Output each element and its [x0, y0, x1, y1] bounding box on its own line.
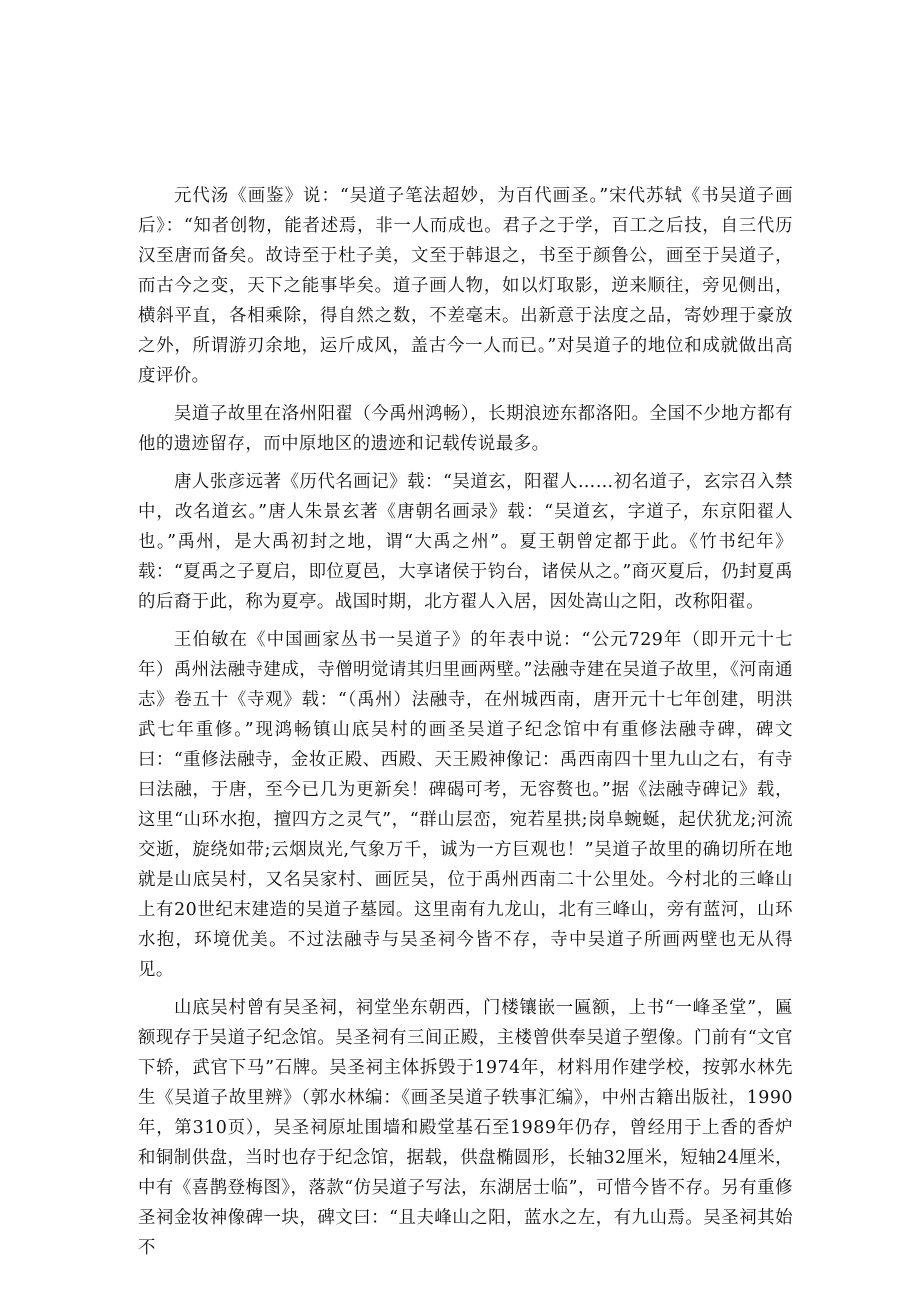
paragraph-4: 王伯敏在《中国画家丛书一吴道子》的年表中说：“公元729年（即开元十七年）禹州法融寺建成，寺僧明觉请其归里画两壁。”法融寺建在吴道子故里，《河南通志》卷五十《寺观》载：“（禹州）法融寺，在州城西南，唐开元十七年创建，明洪武七年重修。”现鸿畅镇山底吴村的画圣吴道子纪念馆中有重修法融寺碑，碑文曰：“重修法融寺，金妆正殿、西殿、天王殿神像记：禹西南四十里九山之右，有寺曰法融，于唐，至今已几为更新矣！碑碣可考，无容赘也。”据《法融寺碑记》载，这里“山环水抱，擅四方之灵气”，“群山层峦，宛若星拱;岗阜蜿蜒，起伏犹龙;河流交逝，旋绕如带;云烟岚光,气象万千，诚为一方巨观也！”吴道子故里的确切所在地就是山底吴村，又名吴家村、画匠吴，位于禹州西南二十公里处。今村北的三峰山上有20世纪末建造的吴道子墓园。这里南有九龙山，北有三峰山，旁有蓝河，山环水抱，环境优美。不过法融寺与吴圣祠今皆不存，寺中吴道子所画两壁也无从得见。 — [138, 630, 793, 980]
paragraph-2: 吴道子故里在洛州阳翟（今禹州鸿畅），长期浪迹东都洛阳。全国不少地方都有他的遗迹留存，而中原地区的遗迹和记载传说最多。 — [138, 404, 793, 454]
paragraph-3: 唐人张彦远著《历代名画记》载：“吴道玄，阳翟人……初名道子，玄宗召入禁中，改名道玄。”唐人朱景玄著《唐朝名画录》载：“吴道玄，字道子，东京阳翟人也。”禹州，是大禹初封之地，谓“大禹之州”。夏王朝曾定都于此。《竹书纪年》载：“夏禹之子夏启，即位夏邑，大享诸侯于钧台，诸侯从之。”商灭夏后，仍封夏禹的后裔于此，称为夏亭。战国时期，北方翟人入居，因处嵩山之阳，改称阳翟。 — [138, 472, 793, 612]
paragraph-1: 元代汤《画鉴》说：“吴道子笔法超妙，为百代画圣。”宋代苏轼《书吴道子画后》：“知者创物，能者述焉，非一人而成也。君子之于学，百工之后技，自三代历汉至唐而备矣。故诗至于杜子美，文至于韩退之，书至于颜鲁公，画至于吴道子，而古今之变，天下之能事毕矣。道子画人物，如以灯取影，逆来顺往，旁见侧出，横斜平直，各相乘除，得自然之数，不差毫末。出新意于法度之品，寄妙理于豪放之外，所谓游刃余地，运斤成风，盖古今一人而已。”对吴道子的地位和成就做出高度评价。 — [138, 186, 793, 386]
document-body — [138, 181, 793, 1263]
paragraph-5: 山底吴村曾有吴圣祠，祠堂坐东朝西，门楼镶嵌一匾额，上书“一峰圣堂”，匾额现存于吴道子纪念馆。吴圣祠有三间正殿，主楼曾供奉吴道子塑像。门前有“文官下轿，武官下马”石牌。吴圣祠主体拆毁于1974年，材料用作建学校，按郭水林先生《吴道子故里辨》（郭水林编：《画圣吴道子轶事汇编》，中州古籍出版社，1990年，第310页），吴圣祠原址围墙和殿堂基石至1989年仍存，曾经用于上香的香炉和铜制供盘，当时也存于纪念馆，据载，供盘椭圆形，长轴32厘米，短轴24厘米，中有《喜鹊登梅图》，落款“仿吴道子写法，东湖居士临”，可惜今皆不存。另有重修圣祠金妆神像碑一块，碑文曰：“且夫峰山之阳，蓝水之左，有九山焉。吴圣祠其始不 — [138, 998, 793, 1258]
